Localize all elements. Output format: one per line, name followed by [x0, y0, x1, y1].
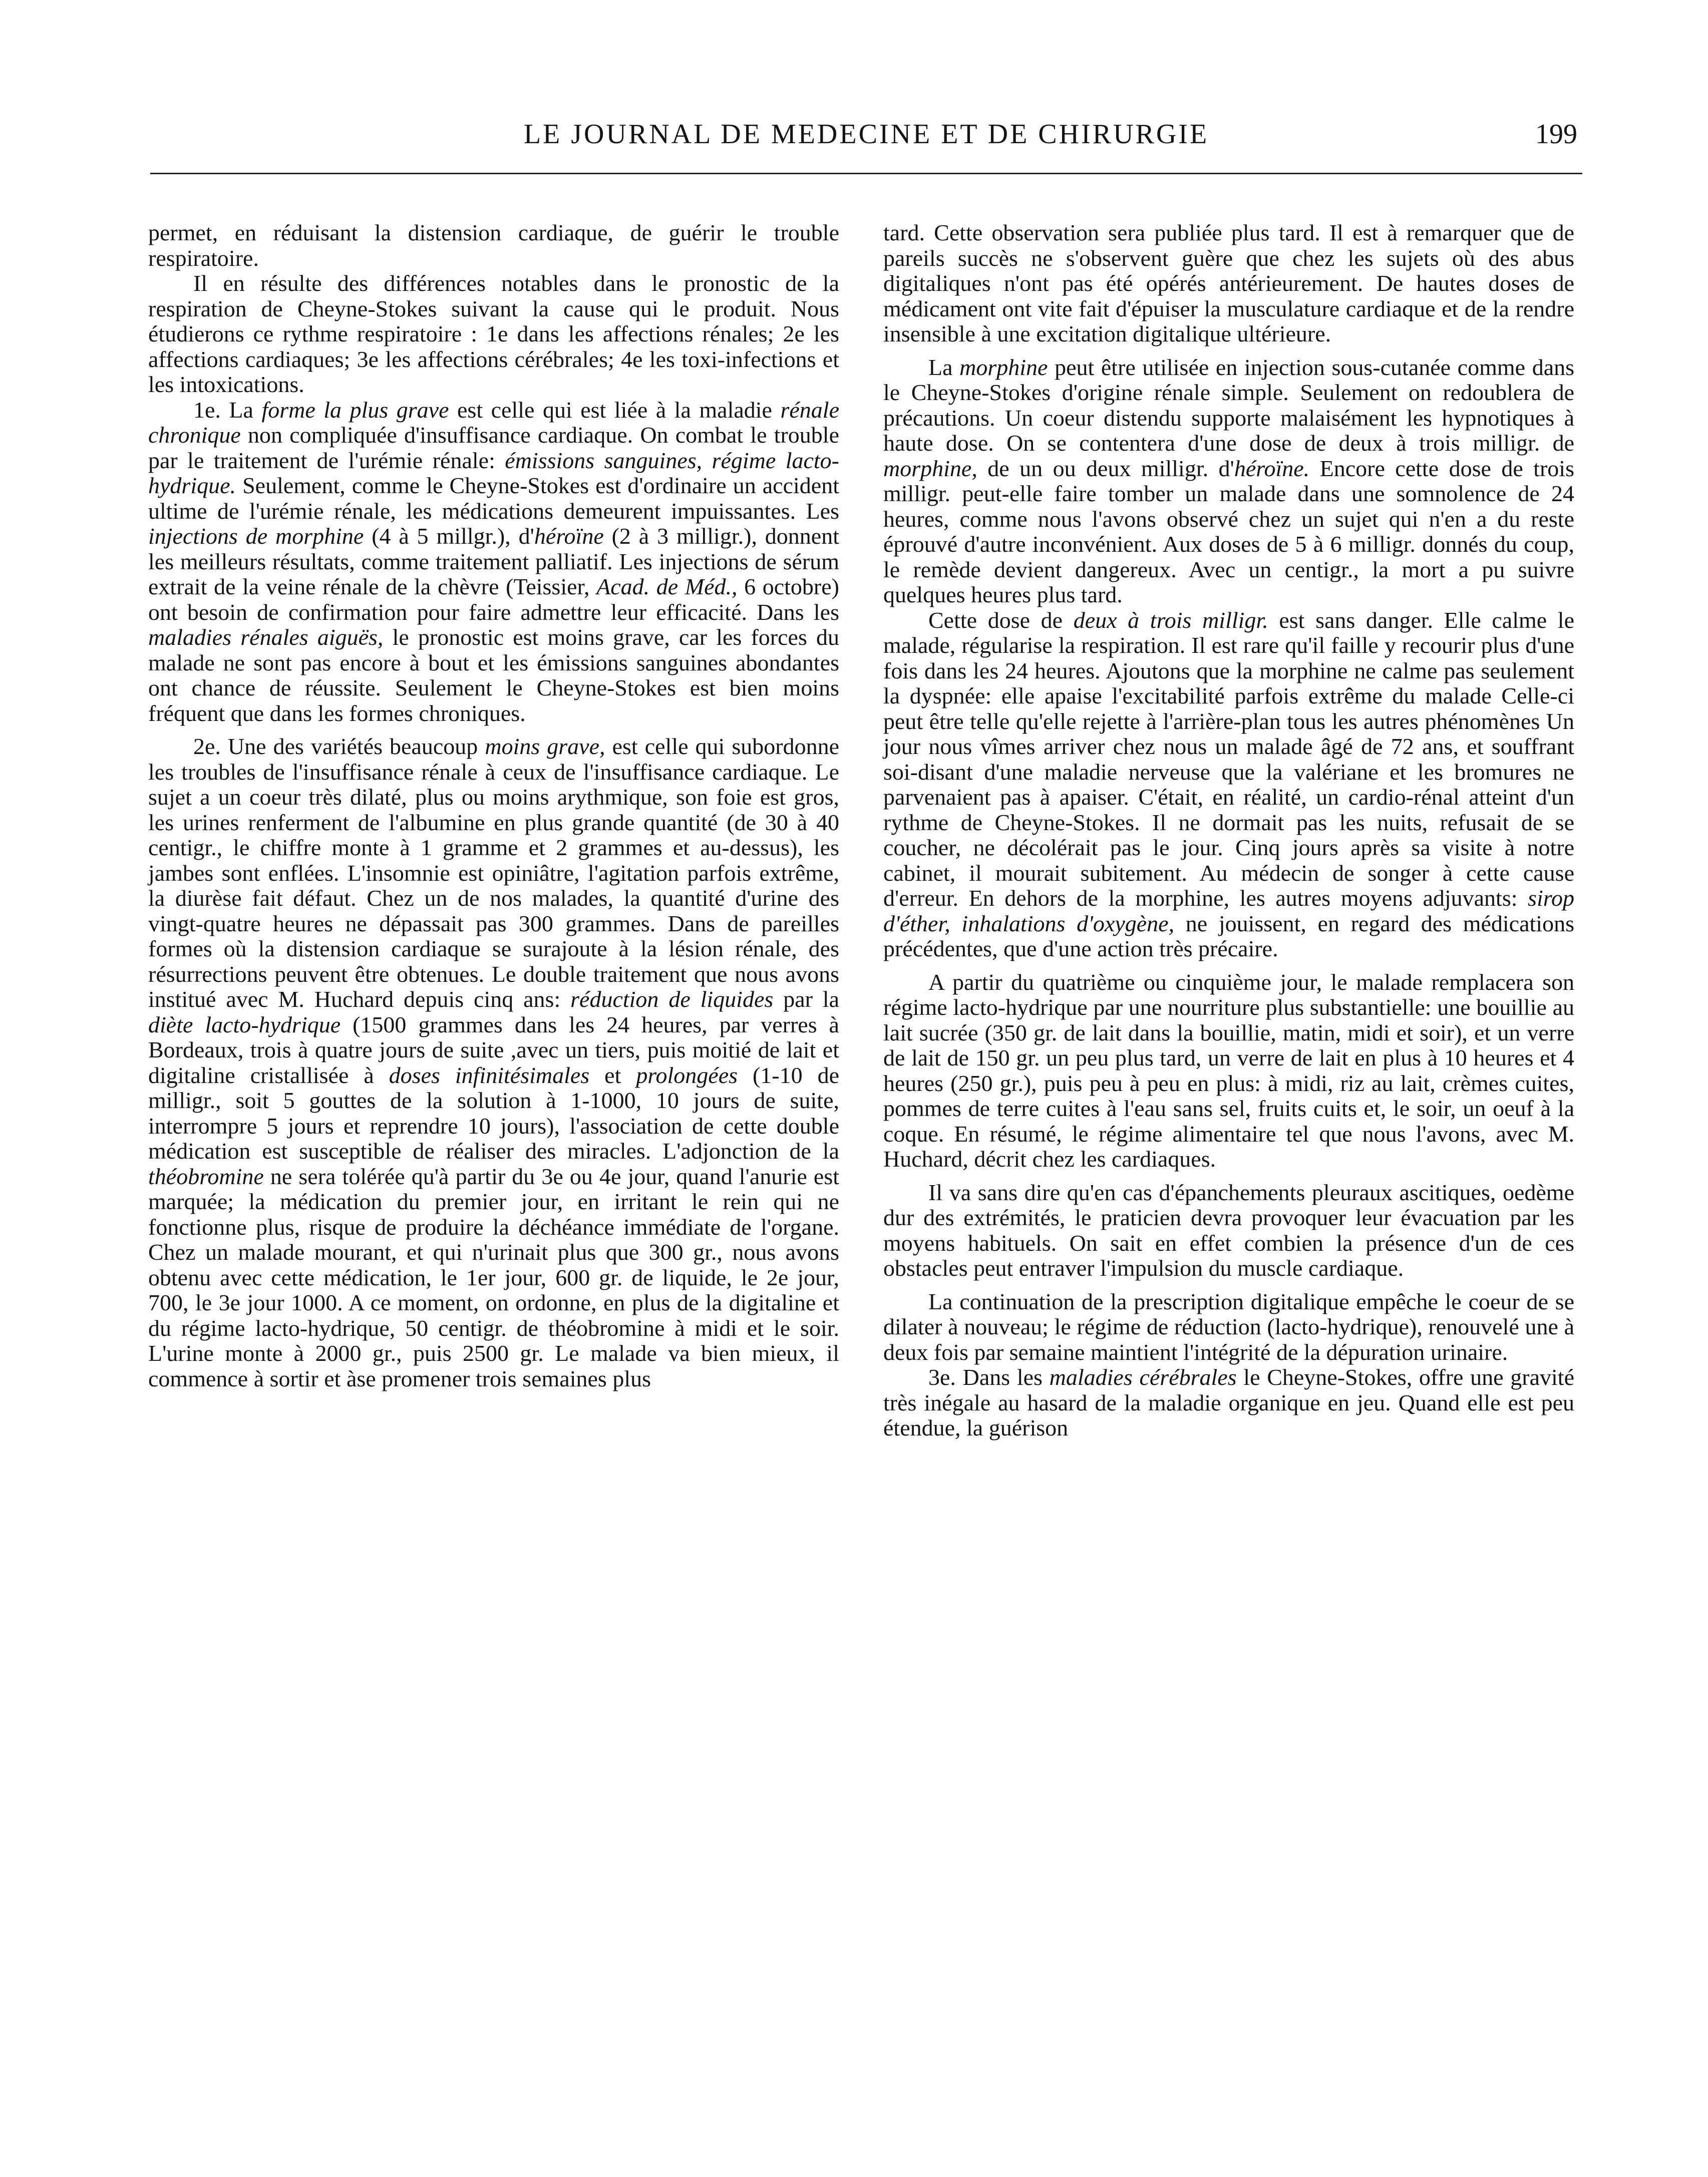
paragraph: A partir du quatrième ou cinquième jour, le malade remplacera son régime lacto-hydrique par une nourriture plus substantielle: une bouillie au lait sucrée (350 gr. de lait dans la bouillie, matin, midi et soir), et un verre de lait de 150 gr. un peu plus tard, un verre de lait en plus à 10 heures et 4 heures (250 gr.), puis peu à peu en plus: à midi, riz au lait, crèmes cuites, pommes de terre cuites à l'eau sans sel, fruits cuits et, le soir, un oeuf à la coque. En résumé, le régime alimentaire tel que nous l'avons, avec M. Huchard, décrit chez les cardiaques.	[883, 969, 1574, 1172]
header-rule	[150, 173, 1582, 174]
paragraph: tard. Cette observation sera publiée plus tard. Il est à remarquer que de pareils succès ne s'observent guère que chez les sujets où des abus digitaliques n'ont pas été opérés antérieurement. De hautes doses de médicament ont vite fait d'épuiser la musculature cardiaque et de la rendre insensible à une excitation digitalique ultérieure.	[883, 220, 1574, 346]
left-column	[148, 220, 839, 1391]
running-header	[150, 110, 1582, 155]
paragraph-renal: 1e. La forme la plus grave est celle qui est liée à la maladie rénale chronique non compliquée d'insuffisance cardiaque. On combat le trouble par le traitement de l'urémie rénale: émissions sanguines, régime lacto-hydrique. Seulement, comme le Cheyne-Stokes est d'ordinaire un accident ultime de l'urémie rénale, les médications demeurent impuissantes. Les injections de morphine (4 à 5 millgr.), d'héroïne (2 à 3 milligr.), donnent les meilleurs résultats, comme traitement palliatif. Les injections de sérum extrait de la veine rénale de la chèvre (Teissier, Acad. de Méd., 6 octobre) ont besoin de confirmation pour faire admettre leur efficacité. Dans les maladies rénales aiguës, le pronostic est moins grave, car les forces du malade ne sont pas encore à bout et les émissions sanguines abondantes ont chance de réussite. Seulement le Cheyne-Stokes est bien moins fréquent que dans les formes chroniques.	[148, 397, 840, 726]
paragraph-cerebral: 3e. Dans les maladies cérébrales le Cheyne-Stokes, offre une gravité très inégale au hasard de la maladie organique en jeu. Quand elle est peu étendue, la guérison	[883, 1364, 1574, 1440]
paragraph: La continuation de la prescription digitalique empêche le coeur de se dilater à nouveau; le régime de réduction (lacto-hydrique), renouvelé une à deux fois par semaine maintient l'intégrité de la dépuration urinaire.	[883, 1288, 1574, 1365]
paragraph-morphine: La morphine peut être utilisée en injection sous-cutanée comme dans le Cheyne-Stokes d'origine rénale simple. Seulement on redoublera de précautions. Un coeur distendu supporte malaisément les hypnotiques à haute dose. On se contentera d'une dose de deux à trois milligr. de morphine, de un ou deux milligr. d'héroïne. Encore cette dose de trois milligr. peut-elle faire tomber un malade dans une somnolence de 24 heures, comme nous l'avons observé chez un sujet qui n'en a du reste éprouvé d'autre inconvénient. Aux doses de 5 à 6 milligr. donnés du coup, le remède devient dangereux. Avec un centigr., la mort a pu suivre quelques heures plus tard.	[883, 354, 1575, 607]
paragraph-cardio-renal: 2e. Une des variétés beaucoup moins grave, est celle qui subordonne les troubles de l'insuffisance rénale à ceux de l'insuffisance cardiaque. Le sujet a un coeur très dilaté, plus ou moins arythmique, son foie est gros, les urines renferment de l'albumine en plus grande quantité (de 30 à 40 centigr., le chiffre monte à 1 gramme et 2 grammes et au-dessus), les jambes sont enflées. L'insomnie est opiniâtre, l'agitation parfois extrême, la diurèse fait défaut. Chez un de nos malades, la quantité d'urine des vingt-quatre heures ne dépassait pas 300 grammes. Dans de pareilles formes où la distension cardiaque se surajoute à la lésion rénale, des résurrections peuvent être obtenues. Le double traitement que nous avons institué avec M. Huchard depuis cinq ans: réduction de liquides par la diète lacto-hydrique (1500 grammes dans les 24 heures, par verres à Bordeaux, trois à quatre jours de suite ,avec un tiers, puis moitié de lait et digitaline cristallisée à doses infinitésimales et prolongées (1-10 de milligr., soit 5 gouttes de la solution à 1-1000, 10 jours de suite, interrompre 5 jours et reprendre 10 jours), l'association de cette double médication est susceptible de réaliser des miracles. L'adjonction de la théobromine ne sera tolérée qu'à partir du 3e ou 4e jour, quand l'anurie est marquée; la médication du premier jour, en irritant le rein qui ne fonctionne plus, risque de produire la déchéance immédiate de l'organe. Chez un malade mourant, et qui n'urinait plus que 300 gr., nous avons obtenu avec cette médication, le 1er jour, 600 gr. de liquide, le 2e jour, 700, le 3e jour 1000. A ce moment, on ordonne, en plus de la digitaline et du régime lacto-hydrique, 50 centigr. de théobromine à midi et le soir. L'urine monte à 2000 gr., puis 2500 gr. Le malade va bien mieux, il commence à sortir et àse promener trois semaines plus	[148, 734, 840, 1391]
right-column	[883, 220, 1574, 1441]
paragraph: Il en résulte des différences notables dans le pronostic de la respiration de Cheyne-Stokes suivant la cause qui le produit. Nous étudierons ce rythme respiratoire : 1e dans les affections rénales; 2e les affections cardiaques; 3e les affections cérébrales; 4e les toxi-infections et les intoxications.	[148, 270, 839, 397]
paragraph: permet, en réduisant la distension cardiaque, de guérir le trouble respiratoire.	[148, 220, 839, 271]
page-number: 199	[1535, 119, 1577, 150]
journal-title: LE JOURNAL DE MEDECINE ET DE CHIRURGIE	[523, 119, 1209, 150]
paragraph-dose: Cette dose de deux à trois milligr. est sans danger. Elle calme le malade, régularise la respiration. Il est rare qu'il faille y recourir plus d'une fois dans les 24 heures. Ajoutons que la morphine ne calme pas seulement la dyspnée: elle apaise l'excitabilité parfois extrême du malade Celle-ci peut être telle qu'elle rejette à l'arrière-plan tous les autres phénomènes Un jour nous vîmes arriver chez nous un malade âgé de 72 ans, et souffrant soi-disant d'une maladie nerveuse que la valériane et les bromures ne parvenaient pas à apaiser. C'était, en réalité, un cardio-rénal atteint d'un rythme de Cheyne-Stokes. Il ne dormait pas les nuits, refusait de se coucher, ne décolérait pas le jour. Cinq jours après sa visite à notre cabinet, il mourait subitement. Au médecin de songer à cette cause d'erreur. En dehors de la morphine, les autres moyens adjuvants: sirop d'éther, inhalations d'oxygène, ne jouissent, en regard des médications précédentes, que d'une action très précaire.	[883, 607, 1574, 961]
paragraph: Il va sans dire qu'en cas d'épanchements pleuraux ascitiques, oedème dur des extrémités, le praticien devra provoquer leur évacuation par les moyens habituels. On sait en effet combien la présence d'un de ces obstacles peut entraver l'impulsion du muscle cardiaque.	[883, 1179, 1574, 1281]
